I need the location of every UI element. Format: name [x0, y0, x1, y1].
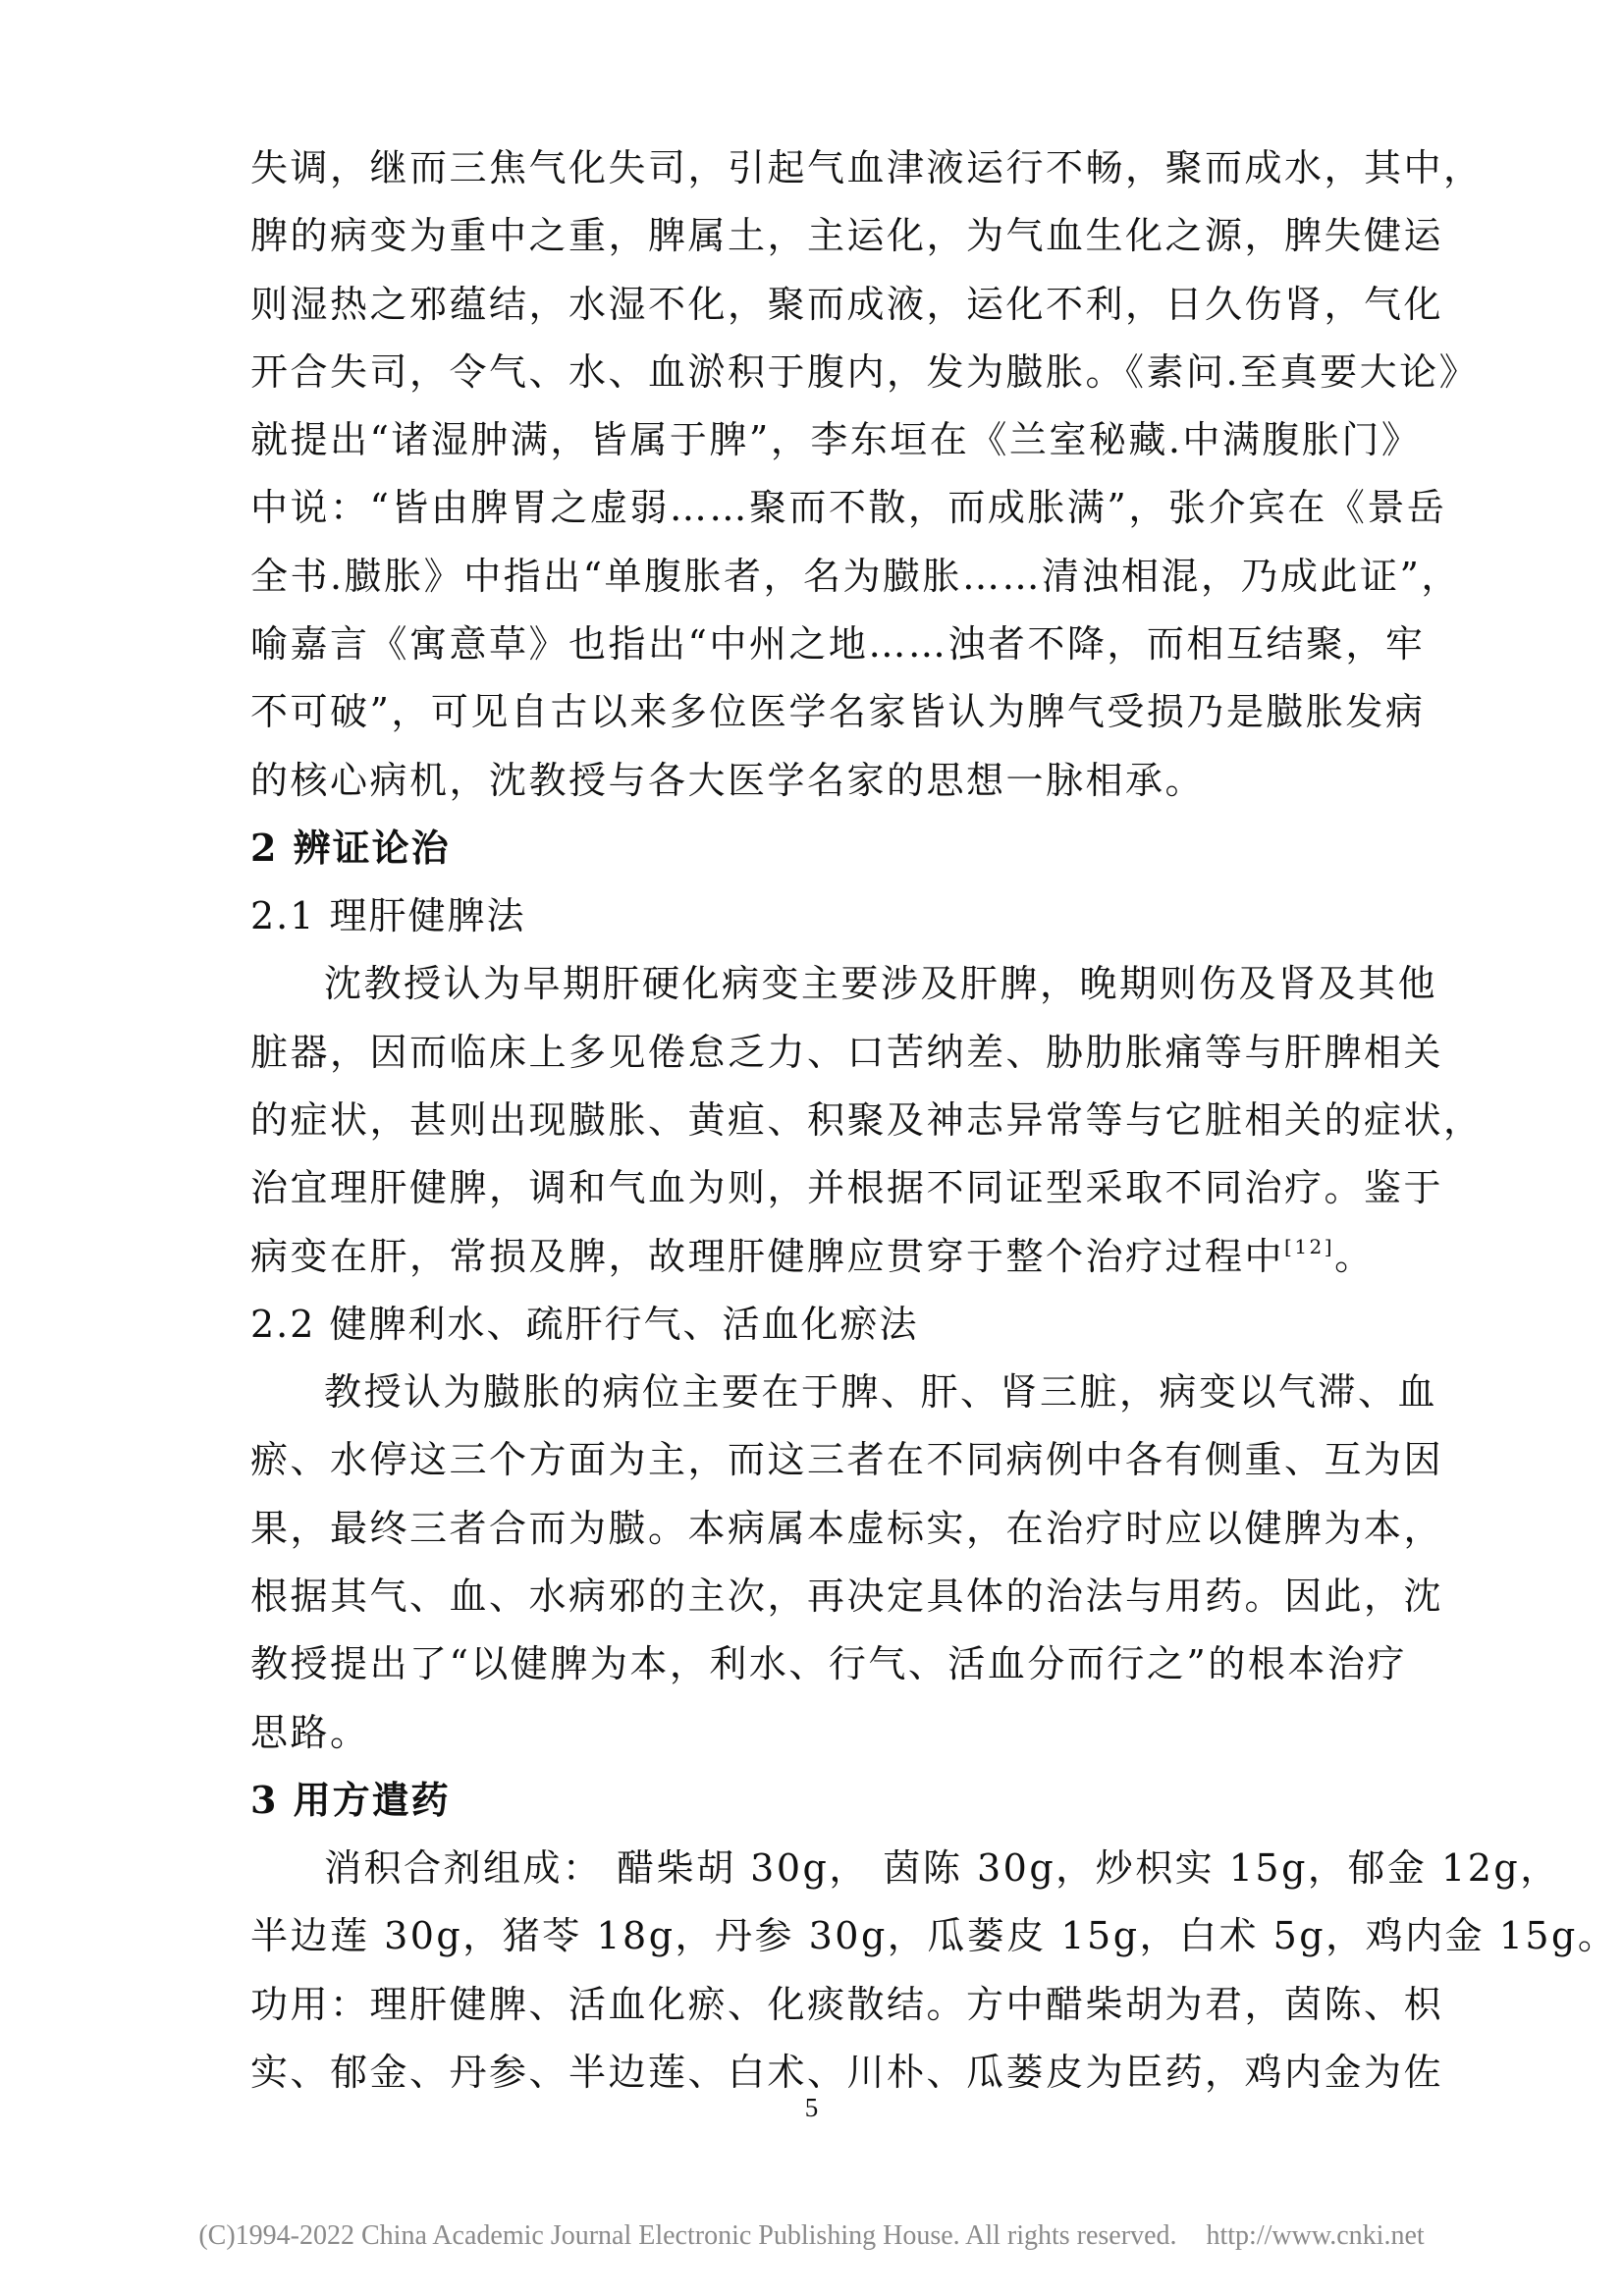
text-span: 。 [1334, 1235, 1375, 1278]
section-heading-3: 3 用方遣药 [250, 1778, 451, 1822]
text-line: 教授提出了“以健脾为本，利水、行气、活血分而行之”的根本治疗 [250, 1642, 1407, 1685]
text-line: 果，最终三者合而为臌。本病属本虚标实，在治疗时应以健脾为本， [250, 1507, 1444, 1550]
text-line: 开合失司，令气、水、血淤积于腹内，发为臌胀。《素问.至真要大论》 [250, 350, 1480, 394]
text-line: 半边莲 30g，猪苓 18g，丹参 30g，瓜蒌皮 15g，白术 5g，鸡内金 15g。 [250, 1914, 1618, 1957]
text-line [250, 1232, 1389, 1281]
text-line: 实、郁金、丹参、半边莲、白术、川朴、瓜蒌皮为臣药，鸡内金为佐 [250, 2051, 1444, 2094]
footer [0, 2220, 1623, 2252]
text-line: 则湿热之邪蕴结，水湿不化，聚而成液，运化不利，日久伤肾，气化 [250, 283, 1444, 326]
text-line: 思路。 [250, 1711, 370, 1754]
text-line: 沈教授认为早期肝硬化病变主要涉及肝脾，晚期则伤及肾及其他 [324, 962, 1438, 1005]
text-line: 消积合剂组成： 醋柴胡 30g， 茵陈 30g，炒枳实 15g，郁金 12g， [324, 1846, 1560, 1890]
text-line: 失调，继而三焦气化失司，引起气血津液运行不畅，聚而成水，其中， [250, 146, 1484, 189]
text-line: 脾的病变为重中之重，脾属土，主运化，为气血生化之源，脾失健运 [250, 214, 1444, 257]
citation-ref: [12] [1284, 1235, 1335, 1258]
text-line: 的核心病机，沈教授与各大医学名家的思想一脉相承。 [250, 759, 1206, 802]
text-span: 病变在肝，常损及脾，故理肝健脾应贯穿于整个治疗过程中 [250, 1235, 1285, 1278]
page-number: 5 [804, 2093, 819, 2122]
text-line: 的症状，甚则出现臌胀、黄疸、积聚及神志异常等与它脏相关的症状， [250, 1098, 1484, 1142]
text-line: 教授认为臌胀的病位主要在于脾、肝、肾三脏，病变以气滞、血 [324, 1370, 1438, 1414]
text-line: 就提出“诸湿肿满，皆属于脾”，李东垣在《兰室秘藏.中满腹胀门》 [250, 418, 1422, 461]
text-line: 脏器，因而临床上多见倦怠乏力、口苦纳差、胁肋胀痛等与肝脾相关 [250, 1031, 1444, 1074]
text-line: 全书.臌胀》中指出“单腹胀者，名为臌胀……清浊相混，乃成此证”， [250, 555, 1461, 598]
subsection-heading-2-1: 2.1 理肝健脾法 [250, 894, 526, 937]
copyright-text: (C)1994-2022 China Academic Journal Electronic Publishing House. All rights reserved. [198, 2220, 1177, 2251]
text-line: 不可破”，可见自古以来多位医学名家皆认为脾气受损乃是臌胀发病 [250, 690, 1426, 733]
footer-url[interactable]: http://www.cnki.net [1206, 2220, 1425, 2251]
text-line: 中说：“皆由脾胃之虚弱……聚而不散，而成胀满”，张介宾在《景岳 [250, 486, 1447, 529]
text-line: 瘀、水停这三个方面为主，而这三者在不同病例中各有侧重、互为因 [250, 1438, 1444, 1481]
section-heading-2: 2 辨证论治 [250, 826, 451, 870]
text-line: 根据其气、血、水病邪的主次，再决定具体的治法与用药。因此，沈 [250, 1575, 1444, 1618]
subsection-heading-2-2: 2.2 健脾利水、疏肝行气、活血化瘀法 [250, 1303, 919, 1346]
text-line: 喻嘉言《寓意草》也指出“中州之地……浊者不降，而相互结聚，牢 [250, 622, 1426, 666]
text-line: 功用：理肝健脾、活血化瘀、化痰散结。方中醋柴胡为君，茵陈、枳 [250, 1983, 1444, 2026]
text-line: 治宜理肝健脾，调和气血为则，并根据不同证型采取不同治疗。鉴于 [250, 1166, 1444, 1209]
